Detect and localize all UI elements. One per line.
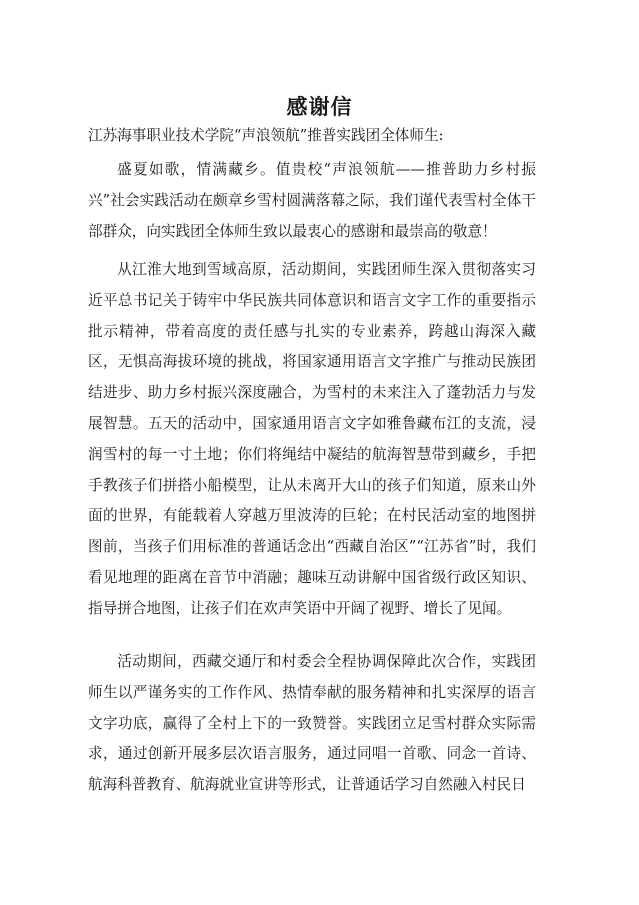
letter-salutation: 江苏海事职业技术学院“声浪领航”推普实践团全体师生: xyxy=(88,127,444,144)
paragraph-opening: 盛夏如歌，情满藏乡。值贵校“声浪领航——推普助力乡村振兴”社会实践活动在颇章乡雪村圆满落幕之际，我们谨代表雪村全体干部群众，向实践团全体师生致以最衷心的感谢和最崇高的敬意！ xyxy=(88,161,536,240)
paragraph-cooperation: 活动期间，西藏交通厅和村委会全程协调保障此次合作，实践团师生以严谨务实的工作作风、热情奉献的服务精神和扎实深厚的语言文字功底，赢得了全村上下的一致赞誉。实践团立足雪村群众实际需求，通过创新开展多层次语言服务，通过同唱一首歌、同念一首诗、航海科普教育、航海就业宣讲等形式，让普通话学习自然融入村民日 xyxy=(88,653,536,794)
paragraph-activities: 从江淮大地到雪域高原，活动期间，实践团师生深入贯彻落实习近平总书记关于铸牢中华民族共同体意识和语言文字工作的重要指示批示精神，带着高度的责任感与扎实的专业素养，跨越山海深入藏区，无惧高海拔环境的挑战，将国家通用语言文字推广与推动民族团结进步、助力乡村振兴深度融合，为雪村的未来注入了蓬勃活力与发展智慧。五天的活动中，国家通用语言文字如雅鲁藏布江的支流，浸润雪村的每一寸土地；你们将绳结中凝结的航海智慧带到藏乡，手把手教孩子们拼搭小船模型，让从未离开大山的孩子们知道，原来山外面的世界，有能载着人穿越万里波涛的巨轮；在村民活动室的地图拼图前，当孩子们用标准的普通话念出“西藏自治区”“江苏省”时，我们看见地理的距离在音节中消融；趣味互动讲解中国省级行政区知识、指导拼合地图，让孩子们在欢声笑语中开阔了视野、增长了见闻。 xyxy=(88,261,536,617)
letter-title: 感谢信 xyxy=(286,94,353,119)
